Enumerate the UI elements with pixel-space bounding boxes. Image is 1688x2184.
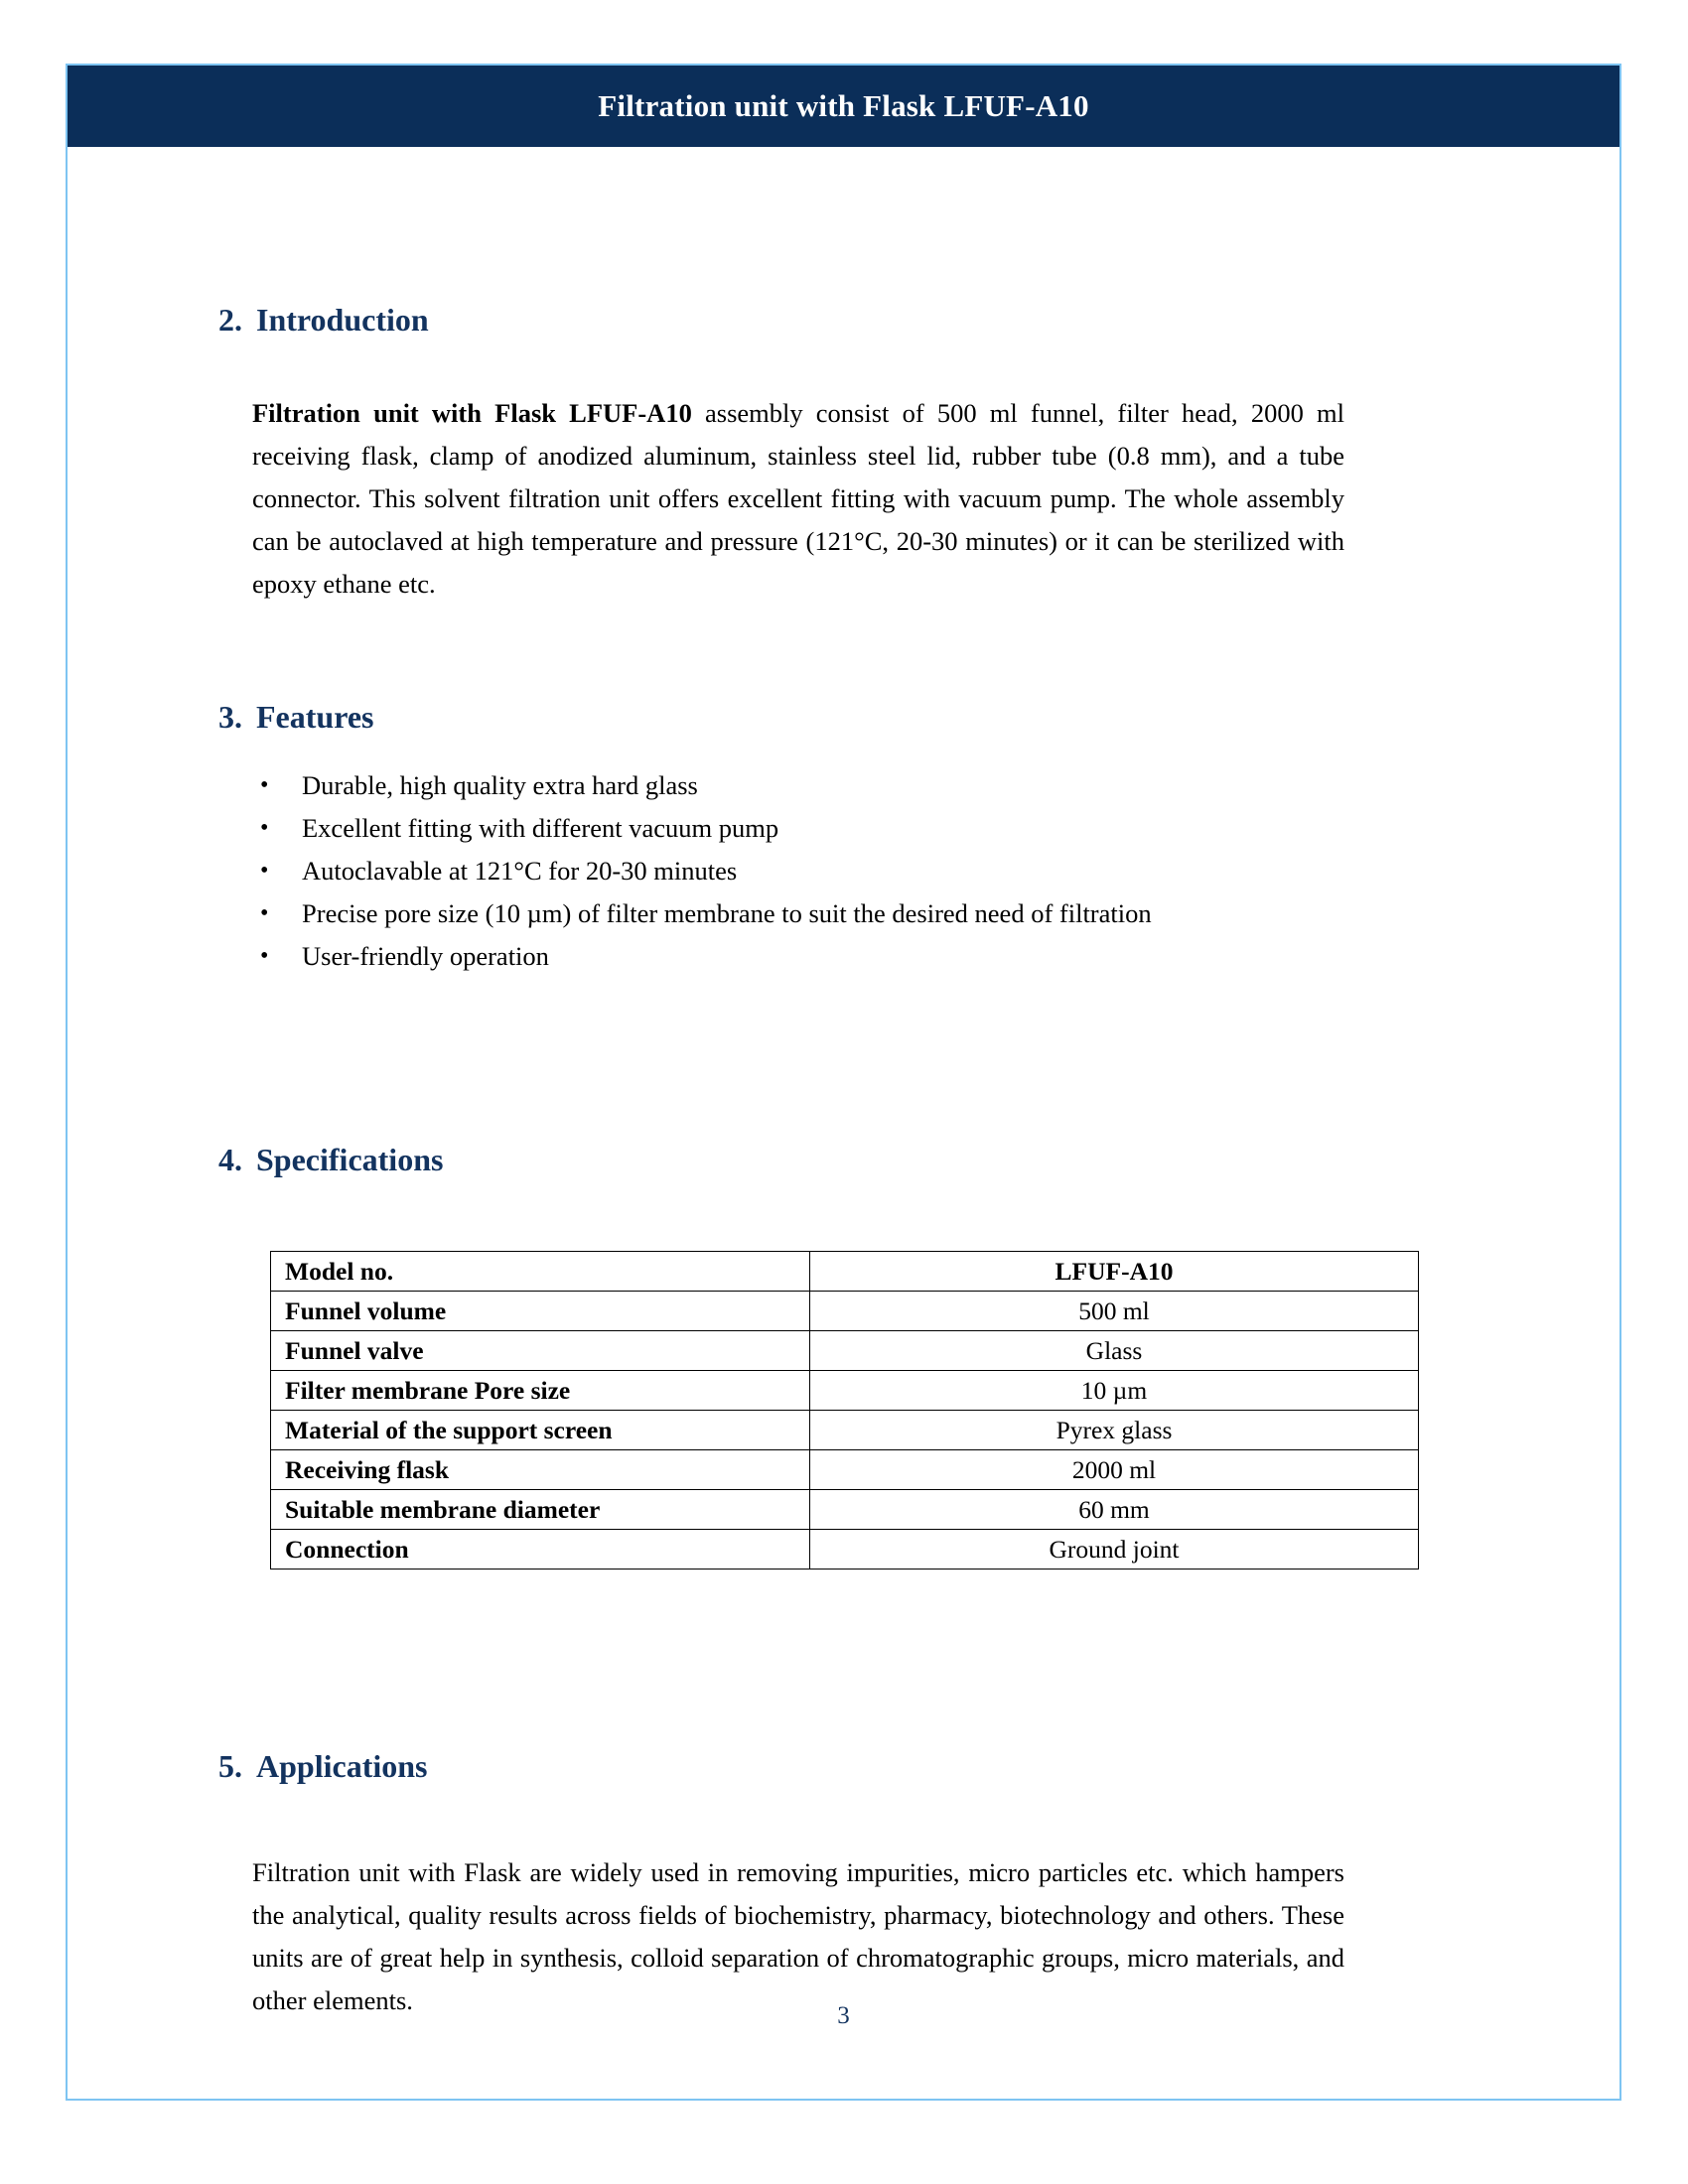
section-title-features: Features [256,699,374,735]
table-row [271,1490,1419,1530]
spec-value: LFUF-A10 [810,1252,1419,1292]
spec-key: Funnel valve [271,1331,810,1371]
list-item [252,850,1364,892]
bullet-icon: • [260,943,269,969]
section-heading-introduction [218,302,429,339]
specifications-table [270,1251,1419,1570]
page-content [68,147,1619,2099]
table-row [271,1292,1419,1331]
spec-key: Suitable membrane diameter [271,1490,810,1530]
feature-text: Durable, high quality extra hard glass [302,770,698,800]
section-number-specifications: 4. [218,1142,242,1177]
table-row [271,1252,1419,1292]
spec-key: Receiving flask [271,1450,810,1490]
list-item [252,935,1364,978]
header-title: Filtration unit with Flask LFUF-A10 [598,88,1089,123]
list-item [252,892,1364,935]
spec-value: Glass [810,1331,1419,1371]
section-number-introduction: 2. [218,302,242,338]
section-heading-applications [218,1748,427,1785]
introduction-lead-bold: Filtration unit with Flask LFUF-A10 [252,397,692,428]
bullet-icon: • [260,858,269,884]
features-list [252,764,1364,978]
spec-key: Filter membrane Pore size [271,1371,810,1411]
spec-value: 500 ml [810,1292,1419,1331]
spec-key: Material of the support screen [271,1411,810,1450]
spec-key: Funnel volume [271,1292,810,1331]
spec-value: 60 mm [810,1490,1419,1530]
spec-value: Pyrex glass [810,1411,1419,1450]
section-number-features: 3. [218,699,242,735]
section-title-applications: Applications [256,1748,428,1784]
introduction-paragraph [252,392,1344,606]
table-row [271,1371,1419,1411]
bullet-icon: • [260,815,269,841]
list-item [252,807,1364,850]
document-page [66,64,1621,2101]
spec-key: Connection [271,1530,810,1570]
spec-value: 10 µm [810,1371,1419,1411]
applications-paragraph: Filtration unit with Flask are widely used in removing impurities, micro particles etc. which hampers the analytical, quality results across fields of biochemistry, pharmacy, biotechnology and others. These units are of great help in synthesis, colloid separation of chromatographic groups, micro materials, and other elements. [252,1856,1344,2015]
spec-key: Model no. [271,1252,810,1292]
feature-text: Excellent fitting with different vacuum pump [302,813,779,843]
bullet-icon: • [260,772,269,798]
introduction-body-text: assembly consist of 500 ml funnel, filter head, 2000 ml receiving flask, clamp of anodized aluminum, stainless steel lid, rubber tube (0.8 mm), and a tube connector. This solvent filtration unit offers excellent fitting with vacuum pump. The whole assembly can be autoclaved at high temperature and pressure (121°C, 20-30 minutes) or it can be sterilized with epoxy ethane etc. [252,397,1344,599]
table-row [271,1450,1419,1490]
section-heading-features [218,699,373,736]
table-row [271,1530,1419,1570]
spec-value: Ground joint [810,1530,1419,1570]
document-header-banner [68,66,1619,147]
table-row [271,1411,1419,1450]
feature-text: Autoclavable at 121°C for 20-30 minutes [302,856,738,886]
section-title-introduction: Introduction [256,302,429,338]
spec-value: 2000 ml [810,1450,1419,1490]
bullet-icon: • [260,900,269,926]
list-item [252,764,1364,807]
feature-text: Precise pore size (10 µm) of filter membrane to suit the desired need of filtration [302,898,1152,928]
section-heading-specifications [218,1142,443,1178]
section-title-specifications: Specifications [256,1142,444,1177]
feature-text: User-friendly operation [302,941,549,971]
section-number-applications: 5. [218,1748,242,1784]
table-row [271,1331,1419,1371]
page-number: 3 [837,2002,850,2029]
